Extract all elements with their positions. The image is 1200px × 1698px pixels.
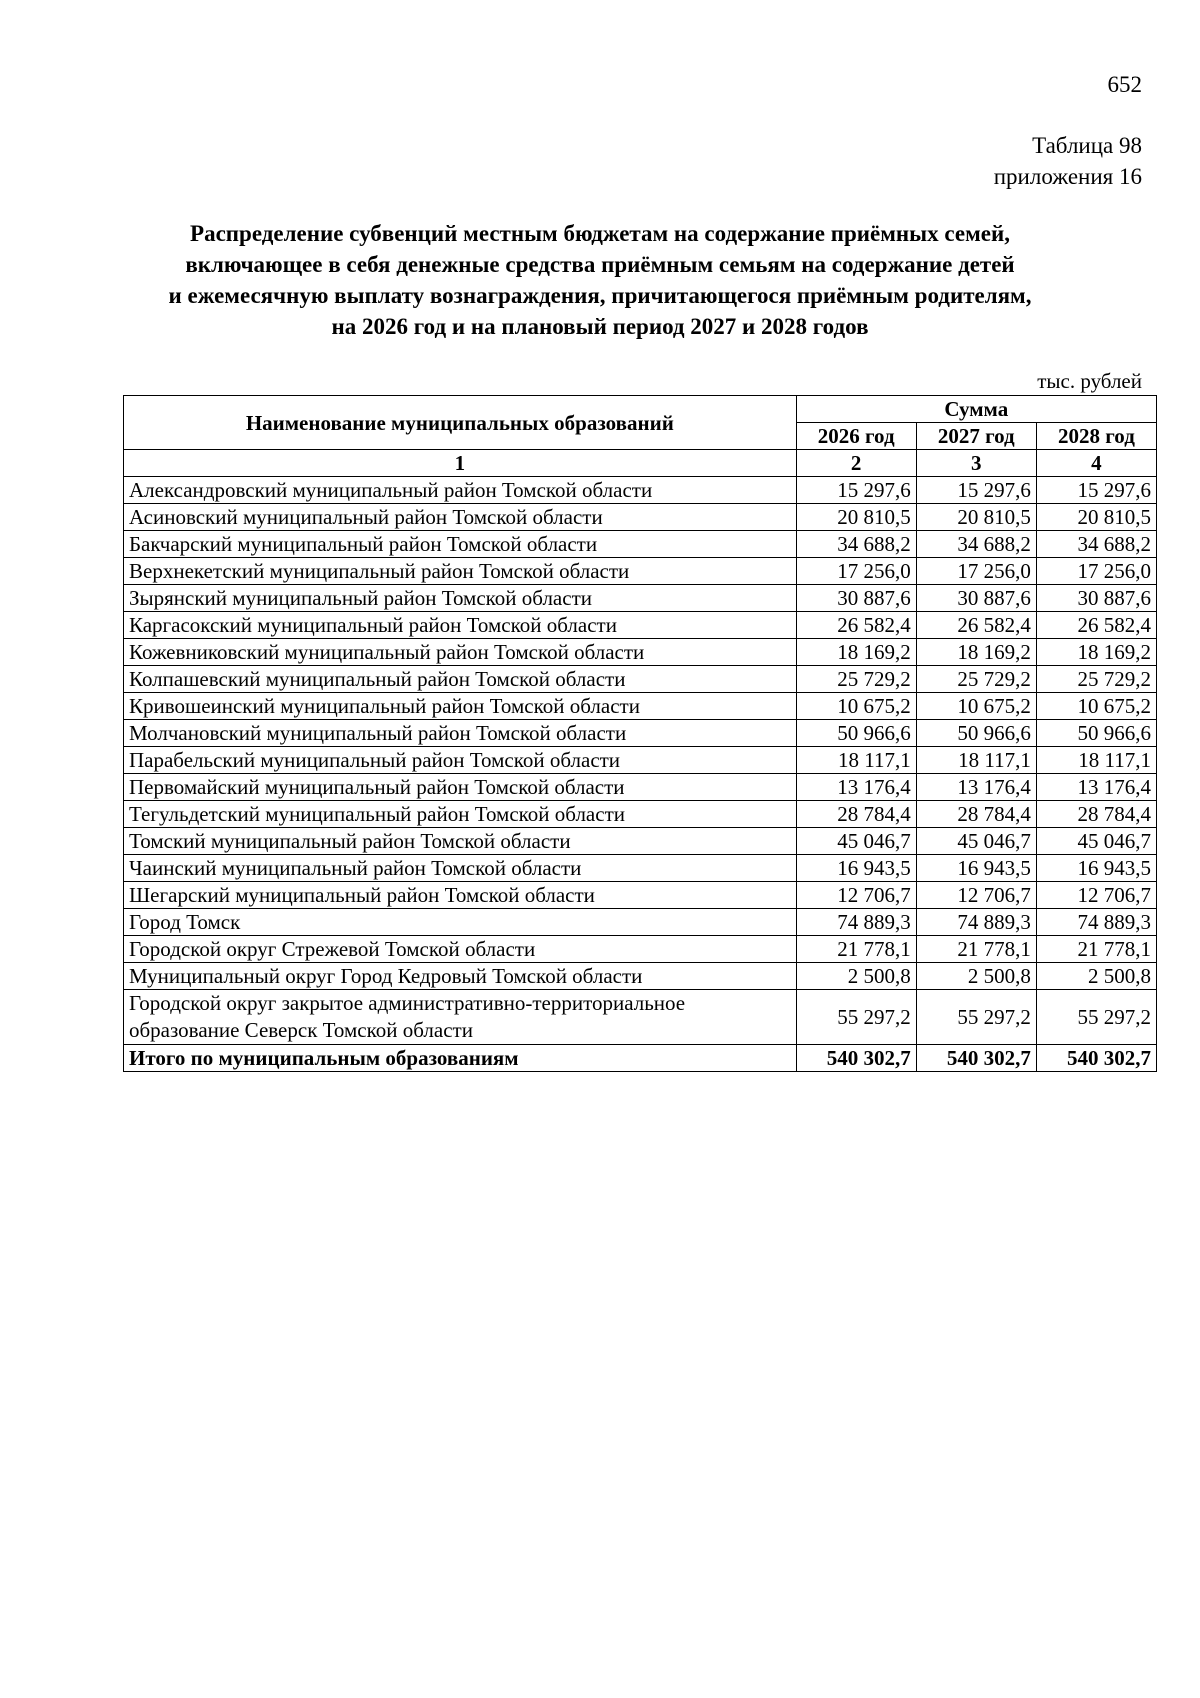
municipality-name: Александровский муниципальный район Томской области (124, 477, 797, 504)
municipality-name: Муниципальный округ Город Кедровый Томской области (124, 963, 797, 990)
amount-cell: 17 256,0 (1036, 558, 1156, 585)
municipality-name: Чаинский муниципальный район Томской области (124, 855, 797, 882)
municipality-name: Бакчарский муниципальный район Томской области (124, 531, 797, 558)
amount-cell: 25 729,2 (1036, 666, 1156, 693)
amount-cell: 17 256,0 (796, 558, 916, 585)
municipality-name: Верхнекетский муниципальный район Томской области (124, 558, 797, 585)
municipality-name: Тегульдетский муниципальный район Томской области (124, 801, 797, 828)
amount-cell: 74 889,3 (796, 909, 916, 936)
amount-cell: 10 675,2 (1036, 693, 1156, 720)
table-row (124, 612, 1157, 639)
amount-cell: 12 706,7 (1036, 882, 1156, 909)
amount-cell: 55 297,2 (1036, 990, 1156, 1045)
table-row (124, 747, 1157, 774)
amount-cell: 30 887,6 (796, 585, 916, 612)
table-row (124, 963, 1157, 990)
column-header-2027: 2027 год (916, 423, 1036, 450)
amount-cell: 12 706,7 (916, 882, 1036, 909)
amount-cell: 15 297,6 (1036, 477, 1156, 504)
table-body (124, 477, 1157, 1072)
municipality-name: Городской округ Стрежевой Томской области (124, 936, 797, 963)
table-row (124, 558, 1157, 585)
amount-cell: 30 887,6 (916, 585, 1036, 612)
table-ref-line2: приложения 16 (993, 164, 1142, 189)
table-ref-line1: Таблица 98 (1032, 133, 1142, 158)
page-number: 652 (1107, 72, 1142, 97)
table-row (124, 828, 1157, 855)
subvention-table (123, 395, 1157, 1072)
amount-cell: 34 688,2 (916, 531, 1036, 558)
table-reference (994, 130, 1142, 192)
amount-cell: 10 675,2 (916, 693, 1036, 720)
municipality-name: Первомайский муниципальный район Томской области (124, 774, 797, 801)
amount-cell: 30 887,6 (1036, 585, 1156, 612)
amount-cell: 45 046,7 (796, 828, 916, 855)
amount-cell: 17 256,0 (916, 558, 1036, 585)
amount-cell: 12 706,7 (796, 882, 916, 909)
amount-cell: 2 500,8 (916, 963, 1036, 990)
amount-cell: 26 582,4 (916, 612, 1036, 639)
column-number: 4 (1036, 450, 1156, 477)
municipality-name: Город Томск (124, 909, 797, 936)
municipality-name: Асиновский муниципальный район Томской области (124, 504, 797, 531)
municipality-name: Кривошеинский муниципальный район Томской области (124, 693, 797, 720)
table-row (124, 909, 1157, 936)
title-line-4: на 2026 год и на плановый период 2027 и 2028 годов (331, 314, 869, 339)
table-row (124, 477, 1157, 504)
amount-cell: 55 297,2 (916, 990, 1036, 1045)
amount-cell: 28 784,4 (1036, 801, 1156, 828)
amount-cell: 50 966,6 (916, 720, 1036, 747)
table-row (124, 504, 1157, 531)
column-number: 3 (916, 450, 1036, 477)
amount-cell: 20 810,5 (796, 504, 916, 531)
column-header-name: Наименование муниципальных образований (124, 396, 797, 450)
amount-cell: 15 297,6 (916, 477, 1036, 504)
amount-cell: 74 889,3 (916, 909, 1036, 936)
municipality-name: Молчановский муниципальный район Томской области (124, 720, 797, 747)
amount-cell: 16 943,5 (916, 855, 1036, 882)
amount-cell: 34 688,2 (1036, 531, 1156, 558)
amount-cell: 21 778,1 (796, 936, 916, 963)
header-row-1 (124, 396, 1157, 423)
total-amount-cell: 540 302,7 (916, 1045, 1036, 1072)
amount-cell: 2 500,8 (1036, 963, 1156, 990)
amount-cell: 26 582,4 (1036, 612, 1156, 639)
column-number-row (124, 450, 1157, 477)
municipality-name: Городской округ закрытое административно-территориальное образование Северск Томской области (124, 990, 797, 1045)
table-row (124, 585, 1157, 612)
total-row (124, 1045, 1157, 1072)
amount-cell: 21 778,1 (916, 936, 1036, 963)
municipality-name: Каргасокский муниципальный район Томской области (124, 612, 797, 639)
amount-cell: 2 500,8 (796, 963, 916, 990)
municipality-name: Кожевниковский муниципальный район Томской области (124, 639, 797, 666)
amount-cell: 21 778,1 (1036, 936, 1156, 963)
amount-cell: 13 176,4 (796, 774, 916, 801)
document-title (100, 218, 1100, 342)
amount-cell: 18 169,2 (796, 639, 916, 666)
amount-cell: 10 675,2 (796, 693, 916, 720)
municipality-name: Зырянский муниципальный район Томской области (124, 585, 797, 612)
amount-cell: 45 046,7 (916, 828, 1036, 855)
title-line-3: и ежемесячную выплату вознаграждения, причитающегося приёмным родителям, (168, 283, 1032, 308)
amount-cell: 18 117,1 (916, 747, 1036, 774)
table-row (124, 639, 1157, 666)
amount-cell: 50 966,6 (796, 720, 916, 747)
amount-cell: 74 889,3 (1036, 909, 1156, 936)
amount-cell: 25 729,2 (916, 666, 1036, 693)
amount-cell: 16 943,5 (1036, 855, 1156, 882)
units-label: тыс. рублей (1037, 369, 1142, 393)
amount-cell: 18 117,1 (1036, 747, 1156, 774)
amount-cell: 18 117,1 (796, 747, 916, 774)
amount-cell: 20 810,5 (916, 504, 1036, 531)
amount-cell: 28 784,4 (916, 801, 1036, 828)
amount-cell: 13 176,4 (1036, 774, 1156, 801)
column-header-2026: 2026 год (796, 423, 916, 450)
table-row (124, 936, 1157, 963)
table-row (124, 774, 1157, 801)
amount-cell: 28 784,4 (796, 801, 916, 828)
amount-cell: 26 582,4 (796, 612, 916, 639)
table-row (124, 693, 1157, 720)
table-row (124, 882, 1157, 909)
table-row (124, 801, 1157, 828)
table-row (124, 990, 1157, 1045)
amount-cell: 20 810,5 (1036, 504, 1156, 531)
table-row (124, 666, 1157, 693)
total-label: Итого по муниципальным образованиям (124, 1045, 797, 1072)
column-header-2028: 2028 год (1036, 423, 1156, 450)
amount-cell: 45 046,7 (1036, 828, 1156, 855)
municipality-name: Шегарский муниципальный район Томской области (124, 882, 797, 909)
amount-cell: 18 169,2 (1036, 639, 1156, 666)
column-number: 1 (124, 450, 797, 477)
municipality-name: Парабельский муниципальный район Томской области (124, 747, 797, 774)
title-line-1: Распределение субвенций местным бюджетам на содержание приёмных семей, (190, 221, 1010, 246)
municipality-name: Томский муниципальный район Томской области (124, 828, 797, 855)
amount-cell: 18 169,2 (916, 639, 1036, 666)
table-row (124, 855, 1157, 882)
table-row (124, 720, 1157, 747)
total-amount-cell: 540 302,7 (796, 1045, 916, 1072)
title-line-2: включающее в себя денежные средства приёмным семьям на содержание детей (185, 252, 1015, 277)
amount-cell: 50 966,6 (1036, 720, 1156, 747)
table-row (124, 531, 1157, 558)
amount-cell: 34 688,2 (796, 531, 916, 558)
column-header-sum: Сумма (796, 396, 1156, 423)
amount-cell: 55 297,2 (796, 990, 916, 1045)
municipality-name: Колпашевский муниципальный район Томской области (124, 666, 797, 693)
amount-cell: 13 176,4 (916, 774, 1036, 801)
column-number: 2 (796, 450, 916, 477)
total-amount-cell: 540 302,7 (1036, 1045, 1156, 1072)
amount-cell: 15 297,6 (796, 477, 916, 504)
amount-cell: 25 729,2 (796, 666, 916, 693)
amount-cell: 16 943,5 (796, 855, 916, 882)
